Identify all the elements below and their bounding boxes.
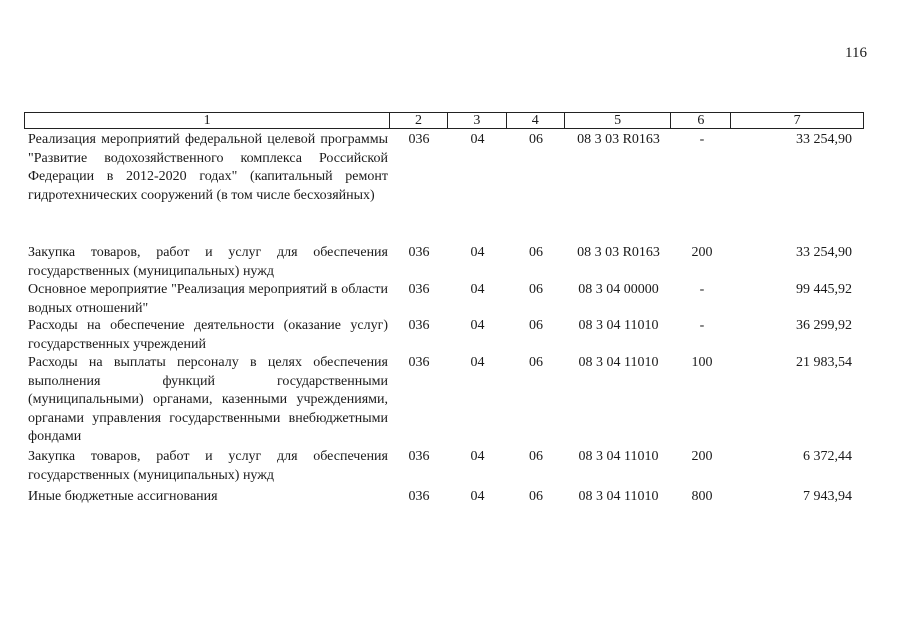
row-subsection: 06 xyxy=(529,489,543,504)
row-subsection: 06 xyxy=(529,282,543,297)
row-subsection: 06 xyxy=(529,318,543,333)
row-subsection: 06 xyxy=(529,449,543,464)
row-amount: 33 254,90 xyxy=(796,245,852,260)
table-row xyxy=(24,317,864,354)
row-amount: 6 372,44 xyxy=(803,449,852,464)
header-col-7: 7 xyxy=(793,113,801,128)
row-section: 04 xyxy=(470,489,485,504)
row-ministry: 036 xyxy=(408,449,430,464)
table-body xyxy=(24,131,864,513)
row-ministry: 036 xyxy=(408,489,430,504)
row-ministry: 036 xyxy=(408,355,430,370)
row-amount: 21 983,54 xyxy=(796,355,852,370)
row-expense-type: 800 xyxy=(691,489,713,504)
row-expense-type: - xyxy=(699,132,705,147)
table-row xyxy=(24,488,864,513)
header-col-5: 5 xyxy=(565,113,672,128)
row-expense-type: 200 xyxy=(691,449,713,464)
row-ministry: 036 xyxy=(408,245,430,260)
row-ministry: 036 xyxy=(408,318,430,333)
row-expense-type: 200 xyxy=(691,245,713,260)
table-row xyxy=(24,354,864,448)
header-col-6: 6 xyxy=(671,113,731,128)
row-name: Реализация мероприятий федеральной целевой программы "Развитие водохозяйственного комплекса Российской Федерации в 2012-2020 годах" (капитальный ремонт гидротехнических сооружений (в том числе бесхозяйных) xyxy=(28,132,388,203)
row-section: 04 xyxy=(470,355,485,370)
table-row xyxy=(24,244,864,281)
row-section: 04 xyxy=(470,282,485,297)
row-amount: 7 943,94 xyxy=(803,489,852,504)
header-col-1: 1 xyxy=(25,113,390,128)
row-section: 04 xyxy=(470,318,485,333)
row-section: 04 xyxy=(470,449,485,464)
row-subsection: 06 xyxy=(529,355,543,370)
header-col-4: 4 xyxy=(507,113,565,128)
table-row xyxy=(24,281,864,317)
row-name: Иные бюджетные ассигнования xyxy=(28,489,218,504)
row-expense-type: - xyxy=(699,318,705,333)
row-subsection: 06 xyxy=(529,132,543,147)
row-subsection: 06 xyxy=(529,245,543,260)
row-name: Расходы на выплаты персоналу в целях обеспечения выполнения функций государственными (муниципальными) органами, казенными учреждениями, органами управления государственными внебюджетными фондами xyxy=(28,355,388,444)
row-amount: 33 254,90 xyxy=(796,132,852,147)
row-amount: 99 445,92 xyxy=(796,282,852,297)
row-section: 04 xyxy=(470,132,485,147)
table-row xyxy=(24,131,864,244)
row-name: Закупка товаров, работ и услуг для обеспечения государственных (муниципальных) нужд xyxy=(28,449,388,483)
row-target: 08 3 04 11010 xyxy=(578,355,659,370)
row-target: 08 3 04 00000 xyxy=(578,282,659,297)
header-col-2: 2 xyxy=(390,113,448,128)
table-row xyxy=(24,448,864,488)
row-target: 08 3 03 R0163 xyxy=(577,245,660,260)
row-name: Основное мероприятие "Реализация мероприятий в области водных отношений" xyxy=(28,282,388,316)
row-expense-type: 100 xyxy=(691,355,713,370)
row-amount: 36 299,92 xyxy=(796,318,852,333)
row-expense-type: - xyxy=(699,282,705,297)
row-name: Расходы на обеспечение деятельности (оказание услуг) государственных учреждений xyxy=(28,318,388,352)
row-ministry: 036 xyxy=(408,282,430,297)
row-target: 08 3 04 11010 xyxy=(578,489,659,504)
row-target: 08 3 03 R0163 xyxy=(577,132,660,147)
row-ministry: 036 xyxy=(408,132,430,147)
row-target: 08 3 04 11010 xyxy=(578,449,659,464)
row-section: 04 xyxy=(470,245,485,260)
header-col-3: 3 xyxy=(448,113,507,128)
page-number: 116 xyxy=(845,45,867,61)
table-header xyxy=(24,112,864,129)
row-target: 08 3 04 11010 xyxy=(578,318,659,333)
row-name: Закупка товаров, работ и услуг для обеспечения государственных (муниципальных) нужд xyxy=(28,245,388,279)
